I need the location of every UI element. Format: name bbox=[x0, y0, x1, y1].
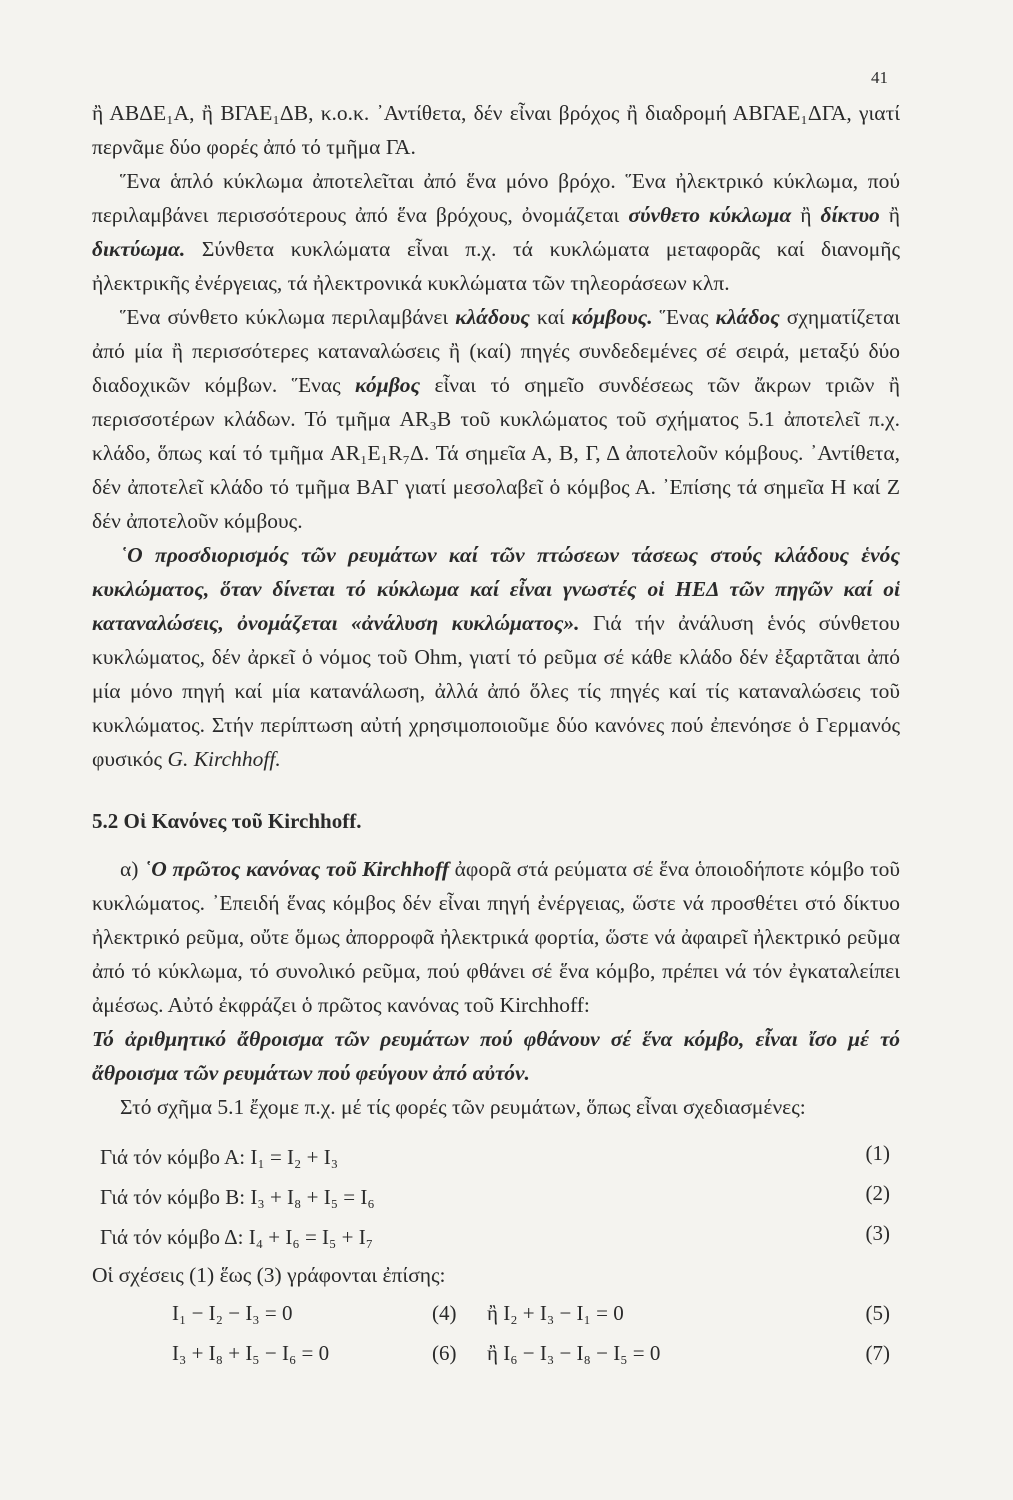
paragraph-5: α) ῾Ο πρῶτος κανόνας τοῦ Kirchhoff ἀφορᾶ στά ρεύματα σέ ἕνα ὁποιοδήποτε κόμβο τοῦ κυκλώματος. ᾿Επειδή ἕνας κόμβος δέν εἶναι πηγή ἐνέργειας, ὥστε νά προσθέτει στό δίκτυο ἠλεκτρικό ρεῦμα, οὔτε ὅμως ἀπορροφᾶ ἠλεκτρικά φορτία, ὥστε νά ἀφαιρεῖ ἠλεκτρικό ρεῦμα ἀπό τό κύκλωμα, τό συνολικό ρεῦμα, πού φθάνει σέ ἕνα κόμβο, πρέπει νά τόν ἐγκαταλείπει ἀμέσως. Αὐτό ἐκφράζει ὁ πρῶτος κανόνας τοῦ Kirchhoff: bbox=[92, 857, 900, 1017]
equation-row: Γιά τόν κόμβο Β: I₃ + I₈ + I₅ = I₆ (2) bbox=[100, 1181, 890, 1209]
equation-row: Γιά τόν κόμβο Δ: I₄ + I₆ = I₅ + I₇ (3) bbox=[100, 1221, 890, 1249]
body-text bbox=[92, 96, 900, 1372]
paragraph-3: Ἕνα σύνθετο κύκλωμα περιλαμβάνει κλάδους καί κόμβους. Ἕνας κλάδος σχηματίζεται ἀπό μία ἢ περισσότερες καταναλώσεις ἢ (καί) πηγές συνδεδεμένες σέ σειρά, μεταξύ δύο διαδοχικῶν κόμβων. Ἕνας κόμβος εἶναι τό σημεῖο συνδέσεως τῶν ἄκρων τριῶν ἢ περισσοτέρων κλάδων. Τό τμῆμα AR₃B τοῦ κυκλώματος τοῦ σχήματος 5.1 ἀποτελεῖ π.χ. κλάδο, ὅπως καί τό τμῆμα AR₁E₁R₇Δ. Τά σημεῖα Α, Β, Γ, Δ ἀποτελοῦν κόμβους. ᾿Αντίθετα, δέν ἀποτελεῖ κλάδο τό τμῆμα ΒΑΓ γιατί μεσολαβεῖ ὁ κόμβος Α. ᾿Επίσης τά σημεῖα Η καί Ζ δέν ἀποτελοῦν κόμβους. bbox=[92, 305, 900, 533]
paragraph-2: Ἕνα ἁπλό κύκλωμα ἀποτελεῖται ἀπό ἕνα μόνο βρόχο. Ἕνα ἠλεκτρικό κύκλωμα, πού περιλαμβάνει περισσότερους ἀπό ἕνα βρόχους, ὀνομάζεται σύνθετο κύκλωμα ἢ δίκτυο ἢ δικτύωμα. Σύνθετα κυκλώματα εἶναι π.χ. τά κυκλώματα μεταφορᾶς καί διανομῆς ἠλεκτρικῆς ἐνέργειας, τά ἠλεκτρονικά κυκλώματα τῶν τηλεοράσεων κλπ. bbox=[92, 169, 901, 295]
section-heading: 5.2 Οἱ Κανόνες τοῦ Kirchhoff. bbox=[92, 809, 362, 833]
kirchhoff-rule: Τό ἀριθμητικό ἄθροισμα τῶν ρευμάτων πού φθάνουν σέ ἕνα κόμβο, εἶναι ἴσο μέ τό ἄθροισμα τῶν ρευμάτων πού φεύγουν ἀπό αὐτόν. bbox=[92, 1027, 900, 1085]
paragraph-1: ἢ ΑΒΔΕ₁Α, ἢ ΒΓΑΕ₁ΔΒ, κ.ο.κ. ᾿Αντίθετα, δέν εἶναι βρόχος ἢ διαδρομή ΑΒΓΑΕ₁ΔΓΑ, γιατί περνᾶμε δύο φορές ἀπό τό τμῆμα ΓΑ. bbox=[92, 101, 900, 159]
paragraph-6: Στό σχῆμα 5.1 ἔχομε π.χ. μέ τίς φορές τῶν ρευμάτων, ὅπως εἶναι σχεδιασμένες: bbox=[120, 1095, 806, 1119]
paragraph-4: ῾Ο προσδιορισμός τῶν ρευμάτων καί τῶν πτώσεων τάσεως στούς κλάδους ἑνός κυκλώματος, ὅταν δίνεται τό κύκλωμα καί εἶναι γνωστές οἱ ΗΕΔ τῶν πηγῶν καί οἱ καταναλώσεις, ὀνομάζεται «ἀνάλυση κυκλώματος». Γιά τήν ἀνάλυση ἑνός σύνθετου κυκλώματος, δέν ἀρκεῖ ὁ νόμος τοῦ Ohm, γιατί τό ρεῦμα σέ κάθε κλάδο δέν ἐξαρτᾶται ἀπό μία μόνο πηγή καί μία κατανάλωση, ἀλλά ἀπό ὅλες τίς πηγές καί τίς καταναλώσεις τοῦ κυκλώματος. Στήν περίπτωση αὐτή χρησιμοποιοῦμε δύο κανόνες πού ἐπενόησε ὁ Γερμανός φυσικός G. Kirchhoff. bbox=[92, 543, 900, 771]
equation-row: Γιά τόν κόμβο Α: I₁ = I₂ + I₃ (1) bbox=[100, 1141, 890, 1169]
page-number: 41 bbox=[871, 68, 888, 87]
equation-pair-row: I₁ − I₂ − I₃ = 0 (4) ἢ I₂ + I₃ − I₁ = 0 (5) bbox=[172, 1301, 890, 1325]
equation-pair-row: I₃ + I₈ + I₅ − I₆ = 0 (6) ἢ I₆ − I₃ − I₈ − I₅ = 0 (7) bbox=[172, 1341, 890, 1365]
paragraph-7: Οἱ σχέσεις (1) ἕως (3) γράφονται ἐπίσης: bbox=[92, 1263, 446, 1287]
